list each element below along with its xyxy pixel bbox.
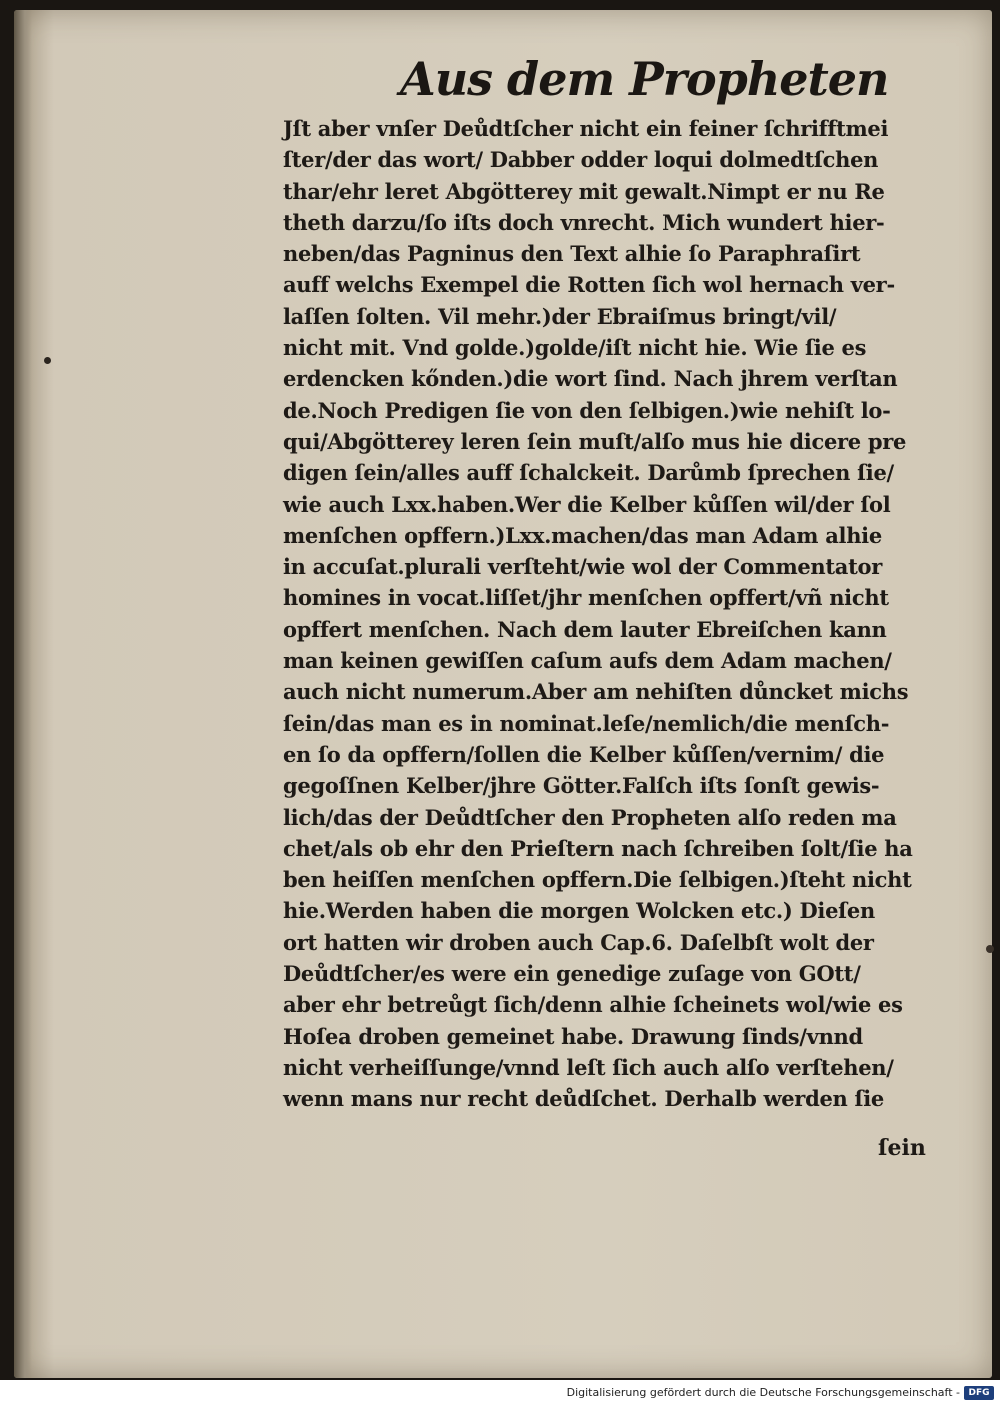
text-line: de.Noch Predigen ſie von den ſelbigen.)wie nehiſt lo- bbox=[283, 397, 891, 423]
catchword: ſein bbox=[878, 1135, 926, 1161]
footer-bar bbox=[0, 1384, 1000, 1402]
text-line: man keinen gewiſſen caſum aufs dem Adam machen/ bbox=[283, 648, 892, 674]
running-head: Aus dem Propheten bbox=[400, 52, 889, 106]
text-line: nicht verheiſſunge/vnnd leſt ſich auch alſo verſtehen/ bbox=[283, 1054, 894, 1080]
page-binding-edge bbox=[14, 10, 32, 1378]
text-line: wie auch Lxx.haben.Wer die Kelber kůſſen wil/der ſol bbox=[283, 491, 891, 517]
text-line: Deůdtſcher/es were ein genedige zuſage von GOtt/ bbox=[283, 961, 861, 987]
text-line: auch nicht numerum.Aber am nehiſten důncket michs bbox=[283, 679, 909, 705]
text-line: qui/Abgötterey leren ſein muſt/alſo mus hie dicere pre bbox=[283, 428, 907, 454]
body-text bbox=[283, 113, 943, 1115]
text-line: ben heiſſen menſchen opffern.Die ſelbigen.)ſteht nicht bbox=[283, 867, 912, 893]
text-line: nicht mit. Vnd golde.)golde/iſt nicht hie. Wie ſie es bbox=[283, 335, 867, 361]
text-line: ort hatten wir droben auch Cap.6. Daſelbſt wolt der bbox=[283, 929, 874, 955]
text-line: lich/das der Deůdtſcher den Propheten alſo reden ma bbox=[283, 804, 897, 830]
text-line: Jſt aber vnſer Deůdtſcher nicht ein feiner ſchrifftmei bbox=[283, 116, 889, 141]
text-line: ſein/das man es in nominat.leſe/nemlich/die menſch- bbox=[283, 710, 890, 736]
text-line: homines in vocat.liſſet/jhr menſchen opffert/vñ nicht bbox=[283, 585, 889, 611]
text-line: gegoſſnen Kelber/jhre Götter.Falſch iſts ſonſt gewis- bbox=[283, 773, 880, 799]
text-line: Hoſea droben gemeinet habe. Drawung ſinds/vnnd bbox=[283, 1023, 863, 1049]
text-line: wenn mans nur recht deůdſchet. Derhalb werden ſie bbox=[283, 1086, 884, 1112]
text-line: in accuſat.plurali verſteht/wie wol der Commentator bbox=[283, 554, 882, 580]
text-line: theth darzu/ſo iſts doch vnrecht. Mich wundert hier- bbox=[283, 209, 885, 235]
text-line: chet/als ob ehr den Prieſtern nach ſchreiben ſolt/ſie ha bbox=[283, 835, 913, 861]
margin-mark-dot bbox=[44, 357, 51, 364]
text-line: aber ehr betreůgt ſich/denn alhie ſcheinets wol/wie es bbox=[283, 992, 903, 1018]
text-line: auff welchs Exempel die Rotten ſich wol hernach ver- bbox=[283, 272, 895, 298]
text-line: laſſen ſolten. Vil mehr.)der Ebraiſmus bringt/vil/ bbox=[283, 303, 837, 329]
text-line: en ſo da opffern/ſollen die Kelber kůſſen/vernim/ die bbox=[283, 741, 885, 767]
text-line: opffert menſchen. Nach dem lauter Ebreiſchen kann bbox=[283, 616, 887, 642]
text-line: neben/das Pagninus den Text alhie ſo Paraphraſirt bbox=[283, 241, 861, 267]
text-line: ſter/der das wort/ Dabber odder loqui dolmedtſchen bbox=[283, 147, 879, 173]
text-line: menſchen opffern.)Lxx.machen/das man Adam alhie bbox=[283, 522, 882, 548]
funding-credit: Digitalisierung gefördert durch die Deutsche Forschungsgemeinschaft - bbox=[566, 1386, 960, 1399]
text-line: erdencken kőnden.)die wort ſind. Nach jhrem verſtan bbox=[283, 366, 898, 392]
dfg-logo: DFG bbox=[964, 1386, 994, 1400]
text-line: thar/ehr leret Abgötterey mit gewalt.Nimpt er nu Re bbox=[283, 178, 885, 204]
text-line: hie.Werden haben die morgen Wolcken etc.) Dieſen bbox=[283, 898, 875, 924]
margin-mark-right bbox=[986, 945, 994, 953]
text-line: digen ſein/alles auff ſchalckeit. Darůmb ſprechen ſie/ bbox=[283, 460, 894, 486]
